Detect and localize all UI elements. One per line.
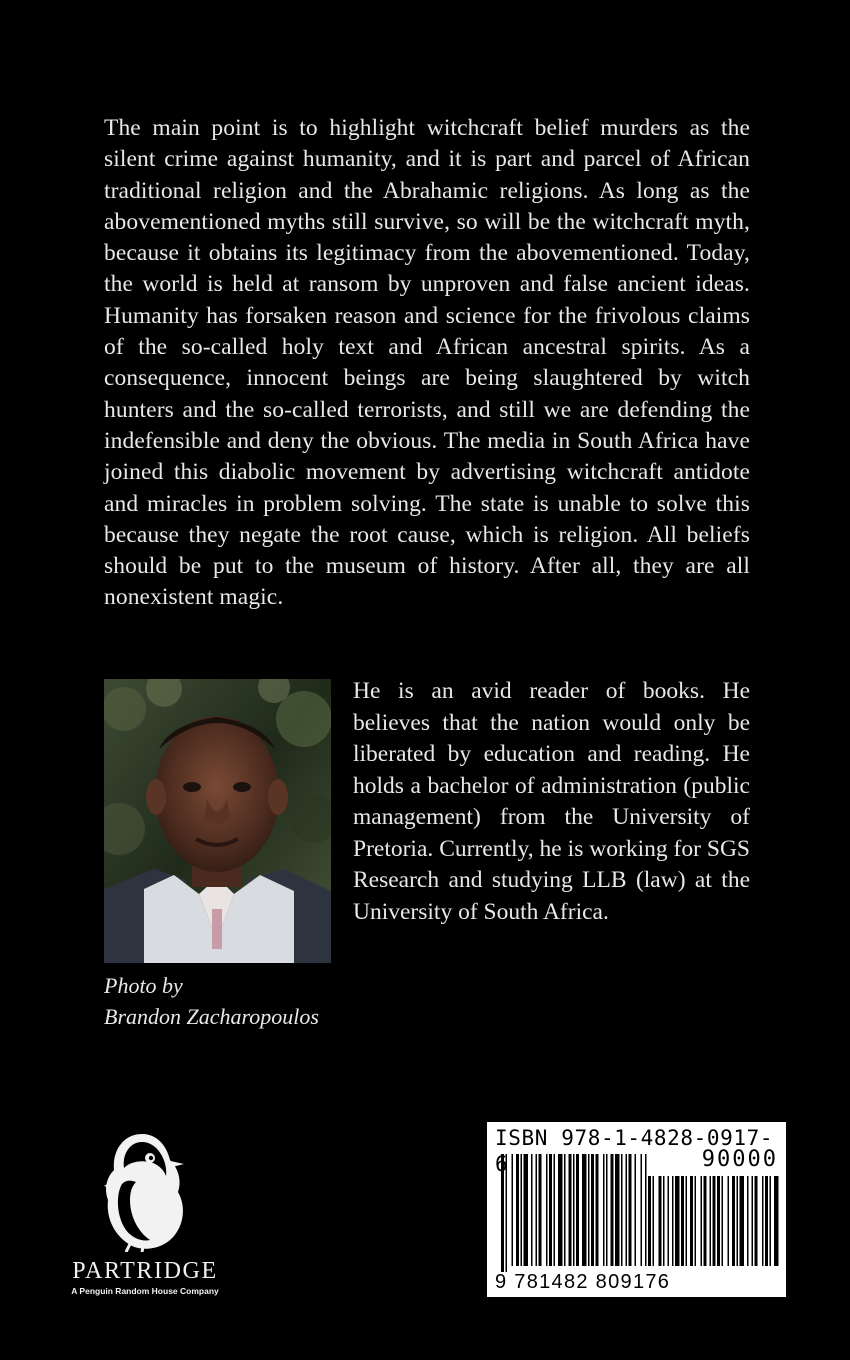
photo-credit bbox=[104, 970, 319, 1032]
barcode-bar bbox=[710, 1176, 712, 1266]
partridge-bird-icon bbox=[102, 1128, 188, 1252]
barcode-bar bbox=[737, 1176, 739, 1266]
barcode-bar bbox=[690, 1176, 693, 1266]
author-portrait-image bbox=[104, 679, 331, 963]
barcode-bar bbox=[755, 1176, 758, 1266]
barcode-bar bbox=[774, 1176, 779, 1266]
back-cover-blurb: The main point is to highlight witchcraft belief murders as the silent crime against humanity, and it is part and parcel of African traditional religion and the Abrahamic religions. As long as the abovementioned myths still survive, so will be the witchcraft myth, because it obtains its legitimacy from the abovementioned. Today, the world is held at ransom by unproven and false ancient ideas. Humanity has forsaken reason and science for the frivolous claims of the so-called holy text and African ancestral spirits. As a consequence, innocent beings are being slaughtered by witch hunters and the so-called terrorists, and still we are defending the indefensible and deny the obvious. The media in South Africa have joined this diabolic movement by advertising witchcraft antidote and miracles in problem solving. The state is unable to solve this because they negate the root cause, which is religion. All beliefs should be put to the museum of history. After all, they are all nonexistent magic. bbox=[104, 115, 750, 611]
publisher-name: PARTRIDGE bbox=[72, 1258, 218, 1284]
barcode-bar bbox=[765, 1176, 768, 1266]
photo-credit-label: Photo by bbox=[104, 973, 183, 998]
barcode-bar bbox=[675, 1176, 680, 1266]
barcode-bar bbox=[728, 1176, 730, 1266]
barcode-bar bbox=[672, 1176, 674, 1266]
barcode-bar bbox=[762, 1176, 764, 1266]
publisher-tagline: A Penguin Random House Company bbox=[71, 1286, 219, 1296]
author-photo bbox=[104, 679, 331, 963]
author-bio: He is an avid reader of books. He believes that the nation would only be liberated by education and reading. He holds a bachelor of administration (public management) from the University of Pretoria. Currently, he is working for SGS Research and studying LLB (law) at the University of South Africa. bbox=[353, 678, 750, 925]
barcode-bar bbox=[747, 1176, 749, 1266]
barcode-bar bbox=[681, 1176, 684, 1266]
barcode-bar bbox=[701, 1176, 703, 1266]
barcode-bar bbox=[770, 1176, 772, 1266]
barcode-bar bbox=[704, 1176, 707, 1266]
photographer-name: Brandon Zacharopoulos bbox=[104, 1004, 319, 1029]
barcode-bar bbox=[668, 1176, 670, 1266]
barcode-bar bbox=[713, 1176, 716, 1266]
barcode-bar bbox=[686, 1176, 688, 1266]
isbn-label: ISBN 978-1-4828-0917-6 bbox=[495, 1126, 774, 1176]
barcode-bar bbox=[717, 1176, 720, 1266]
barcode-bar bbox=[732, 1176, 735, 1266]
barcode-digits: 9 781482 809176 bbox=[495, 1271, 671, 1293]
barcode-bar bbox=[653, 1176, 655, 1266]
publisher-logo bbox=[60, 1128, 230, 1298]
barcode-bar bbox=[695, 1176, 697, 1266]
price-code: 90000 bbox=[701, 1147, 778, 1172]
isbn-barcode bbox=[487, 1122, 786, 1297]
barcode-bar bbox=[659, 1176, 662, 1266]
barcode-bar bbox=[740, 1176, 745, 1266]
barcode-bar bbox=[648, 1176, 651, 1266]
barcode-bar bbox=[722, 1176, 724, 1266]
barcode-bar bbox=[663, 1176, 665, 1266]
barcode-bar bbox=[752, 1176, 754, 1266]
